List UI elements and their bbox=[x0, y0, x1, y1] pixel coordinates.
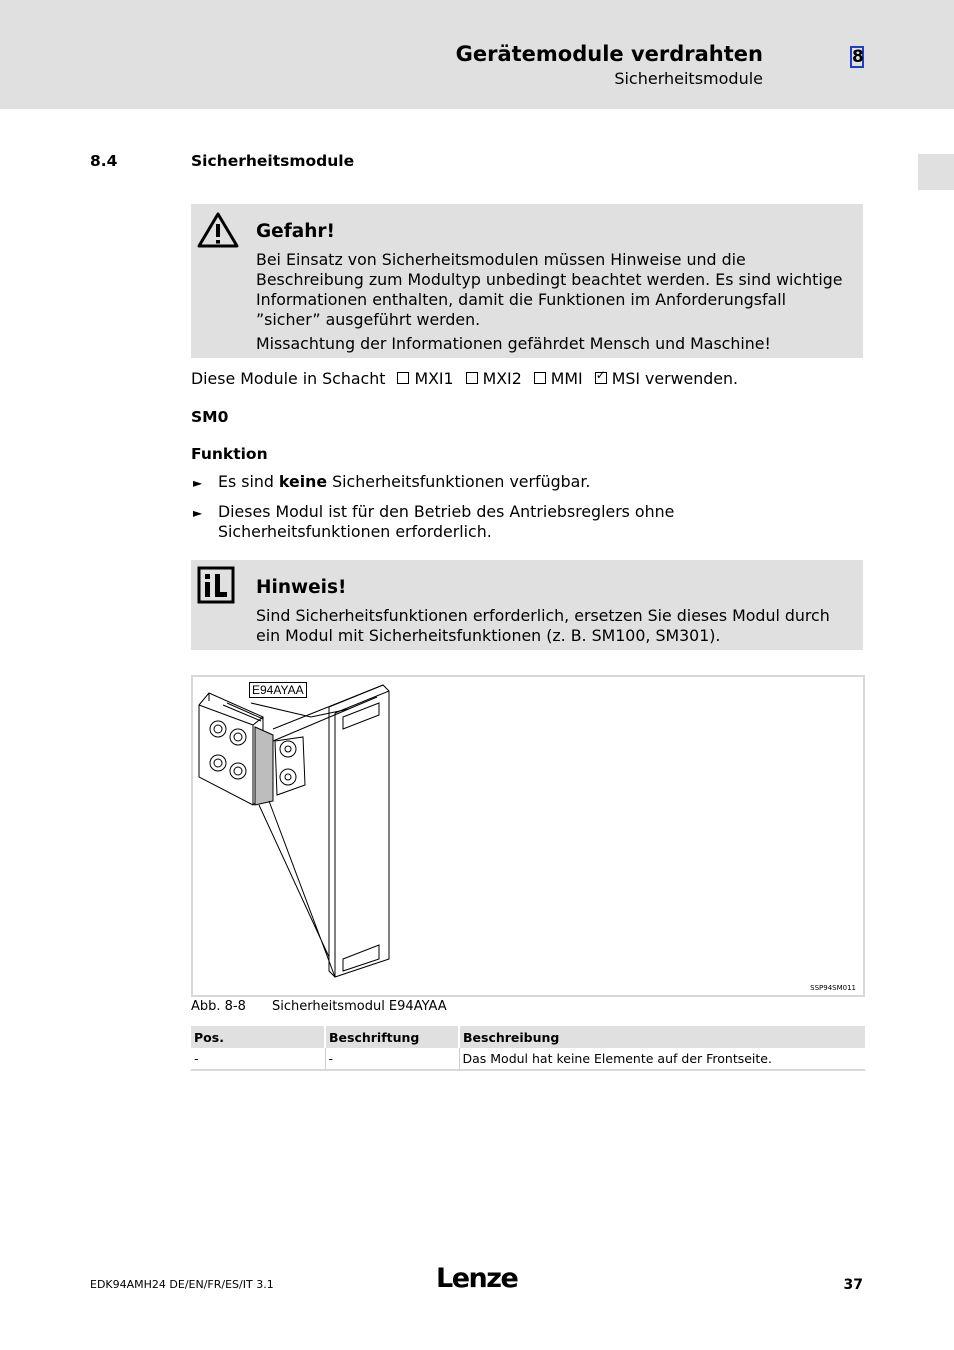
module-drawing bbox=[193, 677, 867, 999]
table-header-pos: Pos. bbox=[191, 1026, 325, 1048]
note-heading: Hinweis! bbox=[256, 577, 347, 598]
warning-triangle-icon bbox=[197, 212, 239, 248]
table-cell: Das Modul hat keine Elemente auf der Frontseite. bbox=[459, 1048, 865, 1070]
figure-caption-number: Abb. 8-8 bbox=[191, 999, 246, 1014]
section-title: Sicherheitsmodule bbox=[191, 152, 355, 170]
chapter-subtitle: Sicherheitsmodule bbox=[614, 69, 763, 88]
figure-caption-text: Sicherheitsmodul E94AYAA bbox=[272, 999, 447, 1014]
danger-text: Bei Einsatz von Sicherheitsmodulen müssen Hinweise und die Beschreibung zum Modultyp unbedingt beachtet werden. Es sind wichtige Informationen enthalten, damit die Funktionen im Anforderungsfall ”sicher” ausgeführt werden. bbox=[256, 250, 843, 329]
note-text: Sind Sicherheitsfunktionen erforderlich, ersetzen Sie dieses Modul durch ein Modul mit Sicherheitsfunktionen (z. B. SM100, SM301). bbox=[256, 606, 830, 645]
slot-msi: MSI verwenden. bbox=[611, 369, 739, 388]
info-i-icon bbox=[197, 566, 235, 604]
table-cell: - bbox=[191, 1048, 325, 1070]
slot-mmi: MMI bbox=[550, 369, 583, 388]
table-cell: - bbox=[325, 1048, 459, 1070]
slot-prefix: Diese Module in Schacht bbox=[191, 369, 386, 388]
bullet-1: Es sind keine Sicherheitsfunktionen verfügbar. bbox=[218, 472, 591, 491]
module-name: SM0 bbox=[191, 408, 229, 426]
checkbox-mmi bbox=[534, 372, 546, 384]
chapter-number: 8 bbox=[852, 47, 864, 67]
page-number: 37 bbox=[843, 1277, 863, 1293]
checkbox-mxi1 bbox=[397, 372, 409, 384]
figure-label: E94AYAA bbox=[249, 682, 307, 698]
module-figure bbox=[191, 675, 865, 997]
function-heading: Funktion bbox=[191, 445, 268, 463]
table-header-description: Beschreibung bbox=[459, 1026, 865, 1048]
danger-heading: Gefahr! bbox=[256, 221, 335, 242]
danger-text-2: Missachtung der Informationen gefährdet Mensch und Maschine! bbox=[256, 334, 771, 353]
danger-notice bbox=[191, 204, 863, 358]
slot-line bbox=[191, 369, 738, 388]
page-header bbox=[0, 0, 954, 109]
bullet-2: Dieses Modul ist für den Betrieb des Antriebsreglers ohne Sicherheitsfunktionen erforderlich. bbox=[218, 502, 675, 541]
chapter-title: Gerätemodule verdrahten bbox=[455, 42, 763, 66]
checkbox-mxi2 bbox=[466, 372, 478, 384]
chapter-side-tab bbox=[918, 154, 954, 190]
section-number: 8.4 bbox=[90, 152, 118, 170]
bullet-arrow-icon: ► bbox=[193, 476, 203, 490]
legend-table bbox=[191, 1026, 865, 1071]
checkbox-msi bbox=[595, 372, 607, 384]
document-id: EDK94AMH24 DE/EN/FR/ES/IT 3.1 bbox=[90, 1278, 274, 1291]
note-notice bbox=[191, 560, 863, 650]
table-row bbox=[191, 1048, 865, 1070]
table-header-label: Beschriftung bbox=[325, 1026, 459, 1048]
bullet-arrow-icon: ► bbox=[193, 506, 203, 520]
lenze-logo: Lenze bbox=[436, 1263, 518, 1294]
figure-code: SSP94SM011 bbox=[810, 984, 856, 992]
slot-mxi1: MXI1 bbox=[414, 369, 454, 388]
slot-mxi2: MXI2 bbox=[482, 369, 522, 388]
